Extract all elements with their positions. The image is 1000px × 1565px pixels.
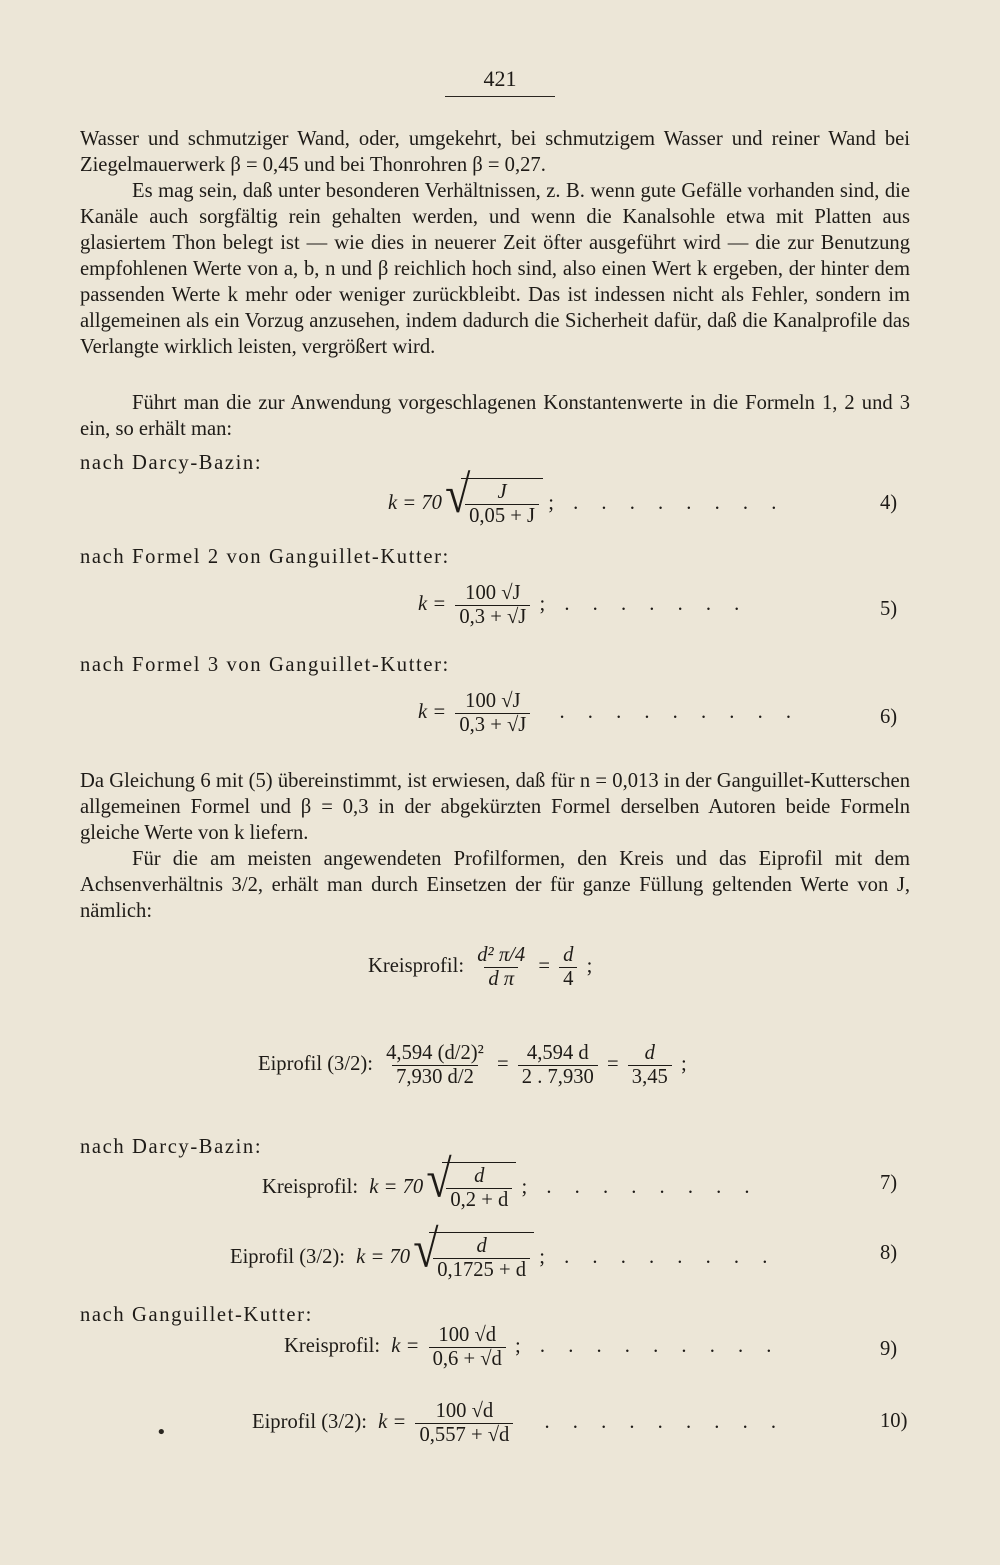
eq4-tail: ;	[548, 492, 554, 515]
kreisj-tail: ;	[586, 955, 593, 978]
eij-mid-den: 2 . 7,930	[518, 1065, 598, 1089]
eij-mid-num: 4,594 d	[526, 1042, 589, 1064]
eq5-num: 100 √J	[465, 582, 521, 604]
eij-tail: ;	[680, 1053, 687, 1076]
kreis-label-3: Kreisprofil:	[284, 1335, 381, 1358]
eq9-dots: . . . . . . . . .	[539, 1335, 781, 1358]
eq10-lhs: k =	[378, 1411, 407, 1434]
eq4-number: 4)	[880, 492, 898, 514]
heading-ganguillet-kutter-4: nach Ganguillet-Kutter:	[80, 1304, 313, 1326]
eq10-number: 10)	[880, 1410, 908, 1432]
paragraph-5: Für die am meisten angewendeten Profilformen, den Kreis und das Eiprofil mit dem Achsenverhältnis 3/2, erhält man durch Einsetzen der für ganze Füllung geltenden Werte von J, nämlich:	[80, 848, 910, 922]
eq7-number: 7)	[880, 1172, 898, 1194]
paragraph-1: Wasser und schmutziger Wand, oder, umgekehrt, bei schmutzigem Wasser und reiner Wand bei Ziegelmauerwerk β = 0,45 und bei Thonrohren β = 0,27.	[80, 128, 910, 176]
eij-den: 7,930 d/2	[392, 1065, 478, 1089]
eq4-den: 0,05 + J	[465, 504, 539, 528]
eij-rhs-den: 3,45	[628, 1065, 672, 1089]
eq6-num: 100 √J	[465, 690, 521, 712]
eq8-tail: ;	[539, 1246, 545, 1269]
eq8-lhs: k = 70	[356, 1246, 411, 1269]
paragraph-3: Führt man die zur Anwendung vorgeschlagenen Konstantenwerte in die Formeln 1, 2 und 3 ein, so erhält man:	[80, 392, 910, 440]
eq6-lhs: k =	[418, 701, 447, 724]
kreisj-den: d π	[484, 967, 518, 991]
equation-5	[418, 582, 748, 629]
eq8-den: 0,1725 + d	[433, 1258, 530, 1282]
eq5-tail: ;	[539, 593, 546, 616]
equation-7	[262, 1162, 759, 1212]
kreis-label-2: Kreisprofil:	[262, 1176, 359, 1199]
eq4-num: √ J	[497, 481, 507, 503]
kreisj-rhs-num: d	[563, 944, 574, 966]
ei-label-1: Eiprofil (3/2):	[258, 1053, 373, 1076]
eq9-num: 100 √d	[438, 1324, 497, 1346]
eq7-den: 0,2 + d	[446, 1188, 512, 1212]
equation-9	[284, 1324, 780, 1371]
eq4-lhs: k = 70	[388, 492, 442, 515]
paragraph-2: Es mag sein, daß unter besonderen Verhältnissen, z. B. wenn gute Gefälle vorhanden sind, die Kanäle auch sorgfältig rein gehalten werden, und wenn die Kanalsohle etwa mit Platten aus glasiertem Thon belegt ist — wie dies in neuerer Zeit öfter ausgeführt wird — die zur Benutzung empfohlenen Werte von a, b, n und β reichlich hoch sind, also einen Wert k ergeben, der hinter dem passenden Werte k mehr oder weniger zurückbleibt. Das ist indessen nicht als Fehler, sondern im allgemeinen als ein Vorzug anzusehen, indem dadurch die Sicherheit dafür, daß die Kanalprofile das Verlangte wirklich leisten, vergrößert wird.	[80, 180, 910, 358]
eq6-dots: . . . . . . . . .	[559, 701, 801, 724]
page-number: 421	[445, 66, 555, 97]
eq7-tail: ;	[521, 1176, 528, 1199]
heading-ganguillet-kutter-2: nach Formel 2 von Ganguillet-Kutter:	[80, 546, 450, 568]
eq8-dots: . . . . . . . .	[564, 1246, 777, 1269]
eiprofil-j-equation: Eiprofil (3/2): $\frac{\text{4,594 (d/2)²}}{7,930 d/2}$ = $\frac{4,594 d}{2 . 7,930}$ = $\frac{d}{3,45}$ ;	[258, 1042, 687, 1088]
eq6-den: 0,3 + √J	[455, 713, 530, 737]
equation-10	[252, 1400, 785, 1447]
eq5-number: 5)	[880, 598, 898, 620]
eq9-tail: ;	[515, 1335, 521, 1358]
equation-6	[418, 690, 800, 737]
eq7-dots: . . . . . . . .	[546, 1176, 759, 1199]
ei-label-3: Eiprofil (3/2):	[252, 1411, 367, 1434]
heading-darcy-bazin-2: nach Darcy-Bazin:	[80, 1136, 263, 1158]
eq8-number: 8)	[880, 1242, 898, 1264]
eq9-lhs: k =	[391, 1335, 420, 1358]
eq6-number: 6)	[880, 706, 898, 728]
kreisj-rhs-den: 4	[559, 967, 577, 991]
eq7-lhs: k = 70	[369, 1176, 424, 1199]
eq5-den: 0,3 + √J	[455, 605, 530, 629]
eq9-den: 0,6 + √d	[429, 1347, 506, 1371]
equation-4	[388, 478, 785, 528]
eq5-dots: . . . . . . .	[564, 593, 749, 616]
eq10-num: 100 √d	[435, 1400, 494, 1422]
ei-label-2: Eiprofil (3/2):	[230, 1246, 345, 1269]
equation-8	[230, 1232, 776, 1282]
kreis-label-1: Kreisprofil:	[368, 955, 465, 978]
eq4-sqrt	[447, 478, 543, 528]
kreisj-num: d² π/4	[477, 944, 526, 966]
eij-num: 4,594 (d/2)²	[386, 1042, 484, 1064]
heading-darcy-bazin-1: nach Darcy-Bazin:	[80, 452, 263, 474]
eq9-number: 9)	[880, 1338, 898, 1360]
paragraph-4: Da Gleichung 6 mit (5) übereinstimmt, ist erwiesen, daß für n = 0,013 in der Ganguillet-Kutterschen allgemeinen Formel und β = 0,3 in der abgekürzten Formel derselben Autoren beide Formeln gleiche Werte von k liefern.	[80, 770, 910, 844]
eq10-dots: . . . . . . . . .	[544, 1411, 786, 1434]
margin-mark: •	[156, 1422, 167, 1443]
eq4-dots: . . . . . . . .	[573, 492, 786, 515]
kreisprofil-j-equation: Kreisprofil: $\frac{\text{d² π/4}}{\text{d π}}$ = $\frac{d}{4}$ ;	[368, 944, 593, 990]
eij-rhs-num: d	[644, 1042, 655, 1064]
heading-ganguillet-kutter-3: nach Formel 3 von Ganguillet-Kutter:	[80, 654, 450, 676]
eq8-num: √ d	[476, 1235, 487, 1257]
eq7-num: √ d	[474, 1165, 485, 1187]
eq10-den: 0,557 + √d	[415, 1423, 513, 1447]
eq5-lhs: k =	[418, 593, 447, 616]
